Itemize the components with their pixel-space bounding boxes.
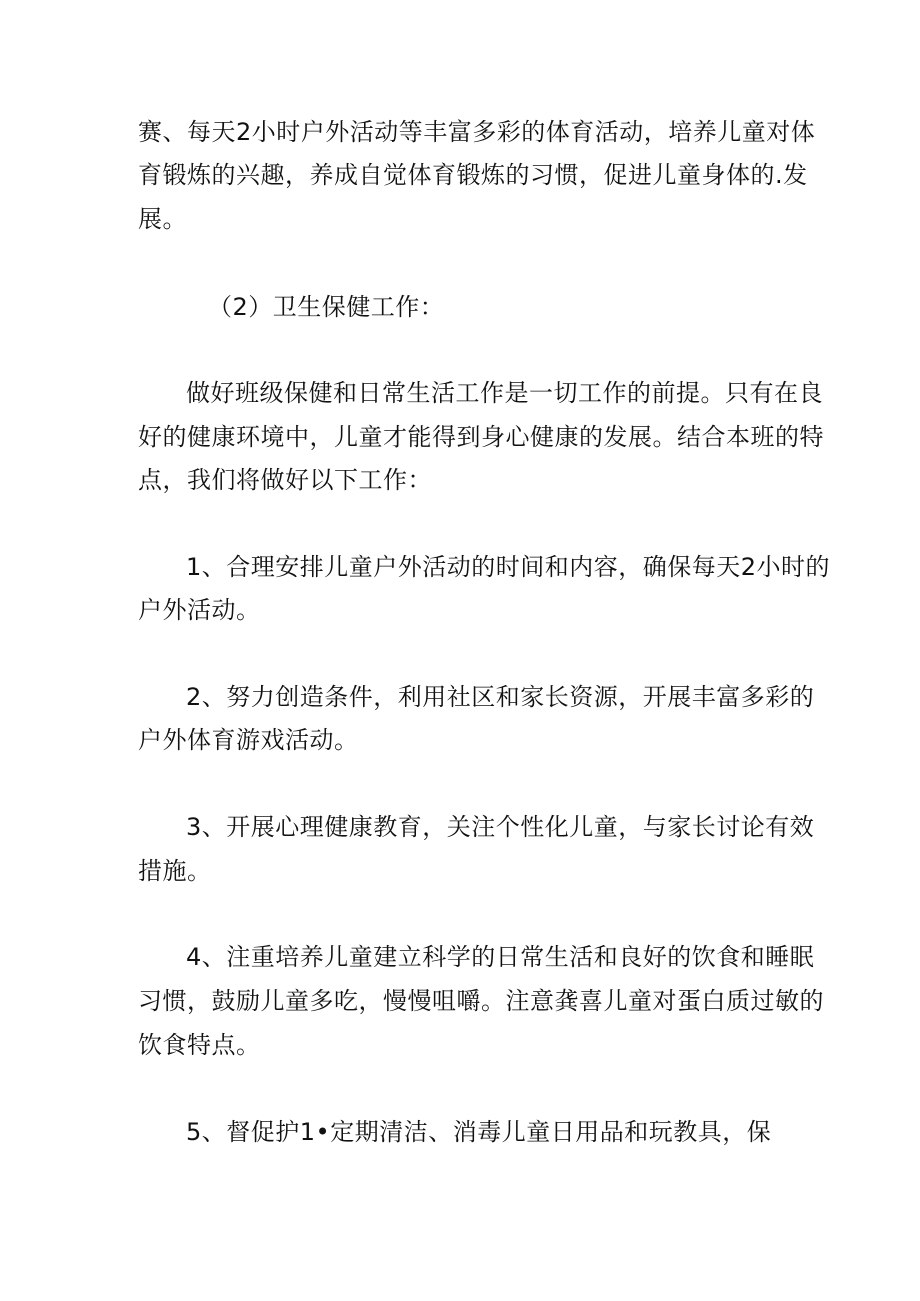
text-line: 做好班级保健和日常生活工作是一切工作的前提。只有在良 [186,379,823,407]
text-line: 户外体育游戏活动。 [138,726,359,754]
text-line: 育锻炼的兴趣，养成自觉体育锻炼的习惯，促进儿童身体的.发 [138,161,808,189]
text-line: 饮食特点。 [138,1031,261,1059]
text-line: 点，我们将做好以下工作： [138,466,432,494]
text-line: 赛、每天2小时户外活动等丰富多彩的体育活动，培养儿童对体 [138,118,816,146]
text-line: 好的健康环境中，儿童才能得到身心健康的发展。结合本班的特 [138,423,824,451]
text-line: 1、合理安排儿童户外活动的时间和内容，确保每天2小时的 [186,553,831,581]
text-line: 措施。 [138,857,212,885]
text-line: 5、督促护1•定期清洁、消毒儿童日用品和玩教具，保 [186,1118,772,1146]
text-line: 3、开展心理健康教育，关注个性化儿童，与家长讨论有效 [186,813,815,841]
text-line: 习惯，鼓励儿童多吃，慢慢咀嚼。注意龚喜儿童对蛋白质过敏的 [138,987,824,1015]
text-line: 4、注重培养儿童建立科学的日常生活和良好的饮食和睡眠 [186,943,815,971]
text-line: 2、努力创造条件，利用社区和家长资源，开展丰富多彩的 [186,683,815,711]
text-line: 展。 [138,205,187,233]
section-heading-health-care: （2）卫生保健工作： [208,293,445,321]
text-line: 户外活动。 [138,596,261,624]
